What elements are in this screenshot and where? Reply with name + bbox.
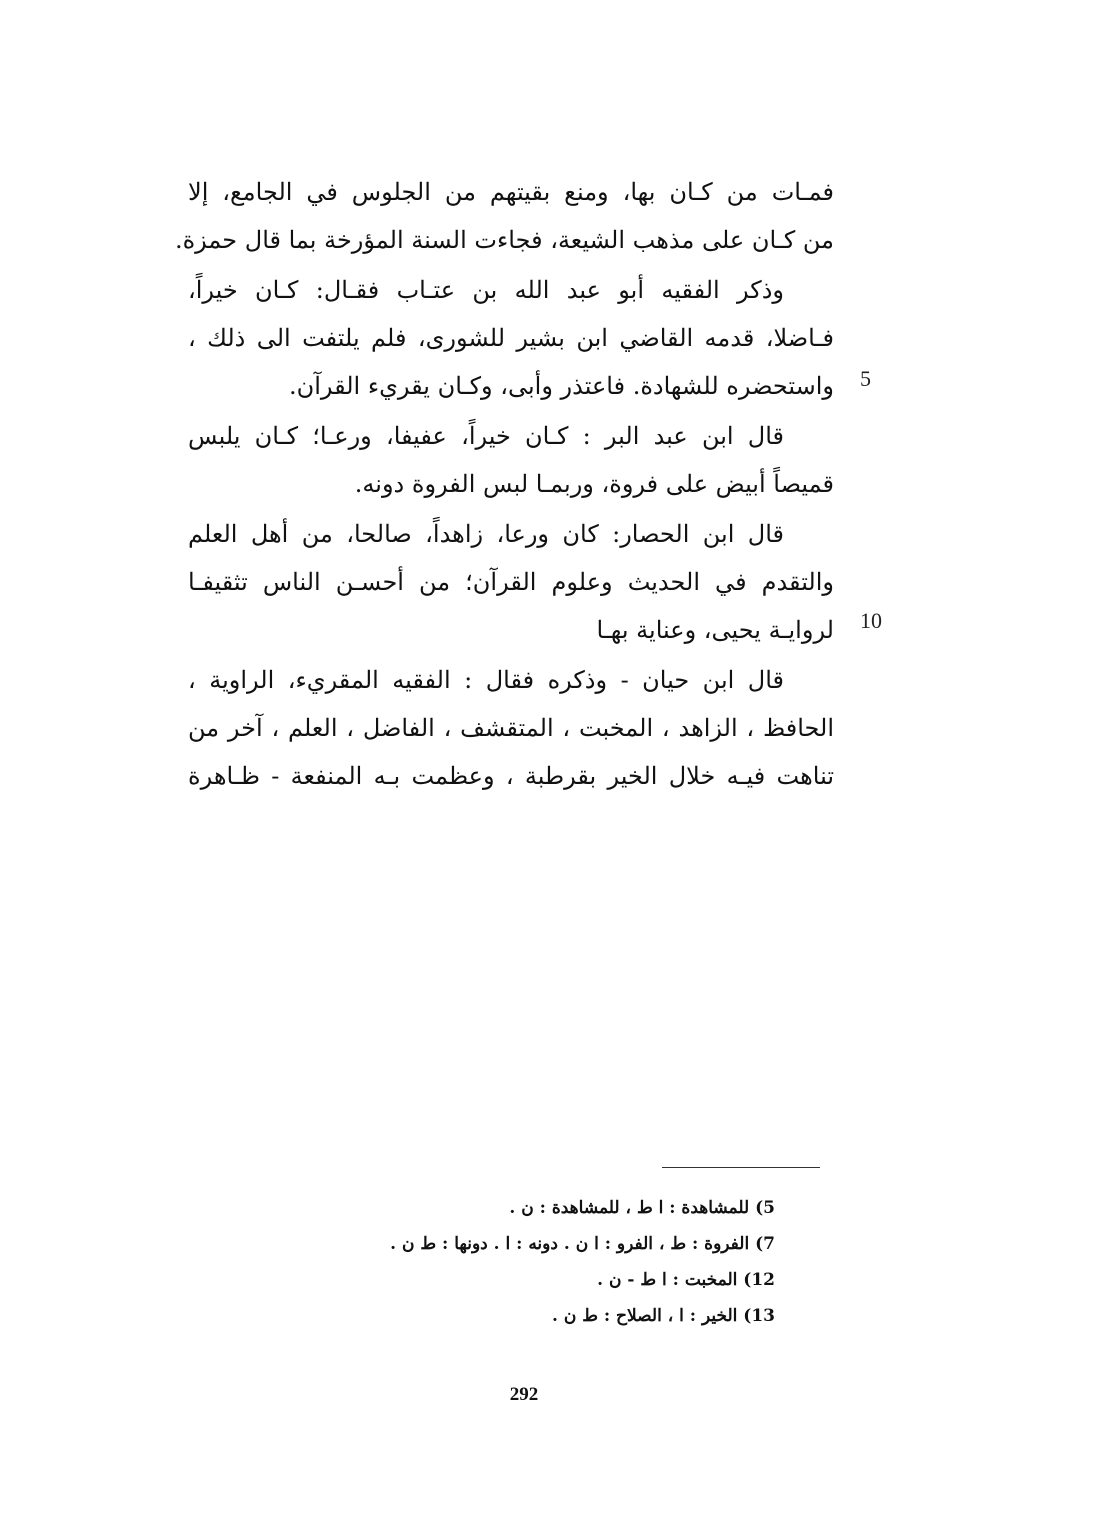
text-line: قال ابن حيان - وذكره فقال : الفقيه المقريء، الراوية ، [188, 666, 785, 694]
main-text [174, 168, 834, 800]
footnote: 5) للمشاهدة : ا ط ، للمشاهدة : ن . [509, 1198, 775, 1218]
text-line: فمـات من كـان بها، ومنع بقيتهم من الجلوس في الجامع، إلا [188, 178, 834, 206]
text-line: قال ابن الحصار: كان ورعا، زاهداً، صالحا، من أهل العلم [188, 520, 784, 548]
text-line: تناهت فيـه خلال الخير بقرطبة ، وعظمت بـه المنفعة - ظـاهرة [188, 762, 834, 790]
footnote: 13) الخير : ا ، الصلاح : ط ن . [551, 1306, 775, 1326]
footnote: 12) المخبت : ا ط - ن . [597, 1270, 775, 1290]
footnotes [215, 1190, 775, 1334]
text-line: وذكر الفقيه أبو عبد الله بن عتـاب فقـال: كـان خيراً، [188, 276, 784, 304]
footnote-separator [662, 1167, 820, 1168]
line-number: 5 [860, 366, 871, 391]
text-line: واستحضره للشهادة. فاعتذر وأبى، وكـان يقريء القرآن. [288, 372, 834, 400]
line-number: 10 [860, 608, 882, 633]
page-number: 292 [509, 1384, 539, 1405]
text-line: فـاضلا، قدمه القاضي ابن بشير للشورى، فلم يلتفت الى ذلك ، [188, 324, 834, 352]
text-line: من كـان على مذهب الشيعة، فجاءت السنة المؤرخة بما قال حمزة. [174, 226, 834, 254]
footnote: 7) الفروة : ط ، الفرو : ا ن . دونه : ا . دونها : ط ن . [390, 1234, 775, 1254]
text-line: الحافظ ، الزاهد ، المخبت ، المتقشف ، الفاضل ، العلم ، آخر من [188, 714, 834, 742]
text-line: قال ابن عبد البر : كـان خيراً، عفيفا، ورعـا؛ كـان يلبس [188, 422, 784, 450]
text-line: والتقدم في الحديث وعلوم القرآن؛ من أحسـن الناس تثقيفـا [188, 568, 834, 596]
text-line: لروايـة يحيى، وعناية بهـا [596, 616, 834, 644]
text-line: قميصاً أبيض على فروة، وربمـا لبس الفروة دونه. [354, 470, 834, 498]
